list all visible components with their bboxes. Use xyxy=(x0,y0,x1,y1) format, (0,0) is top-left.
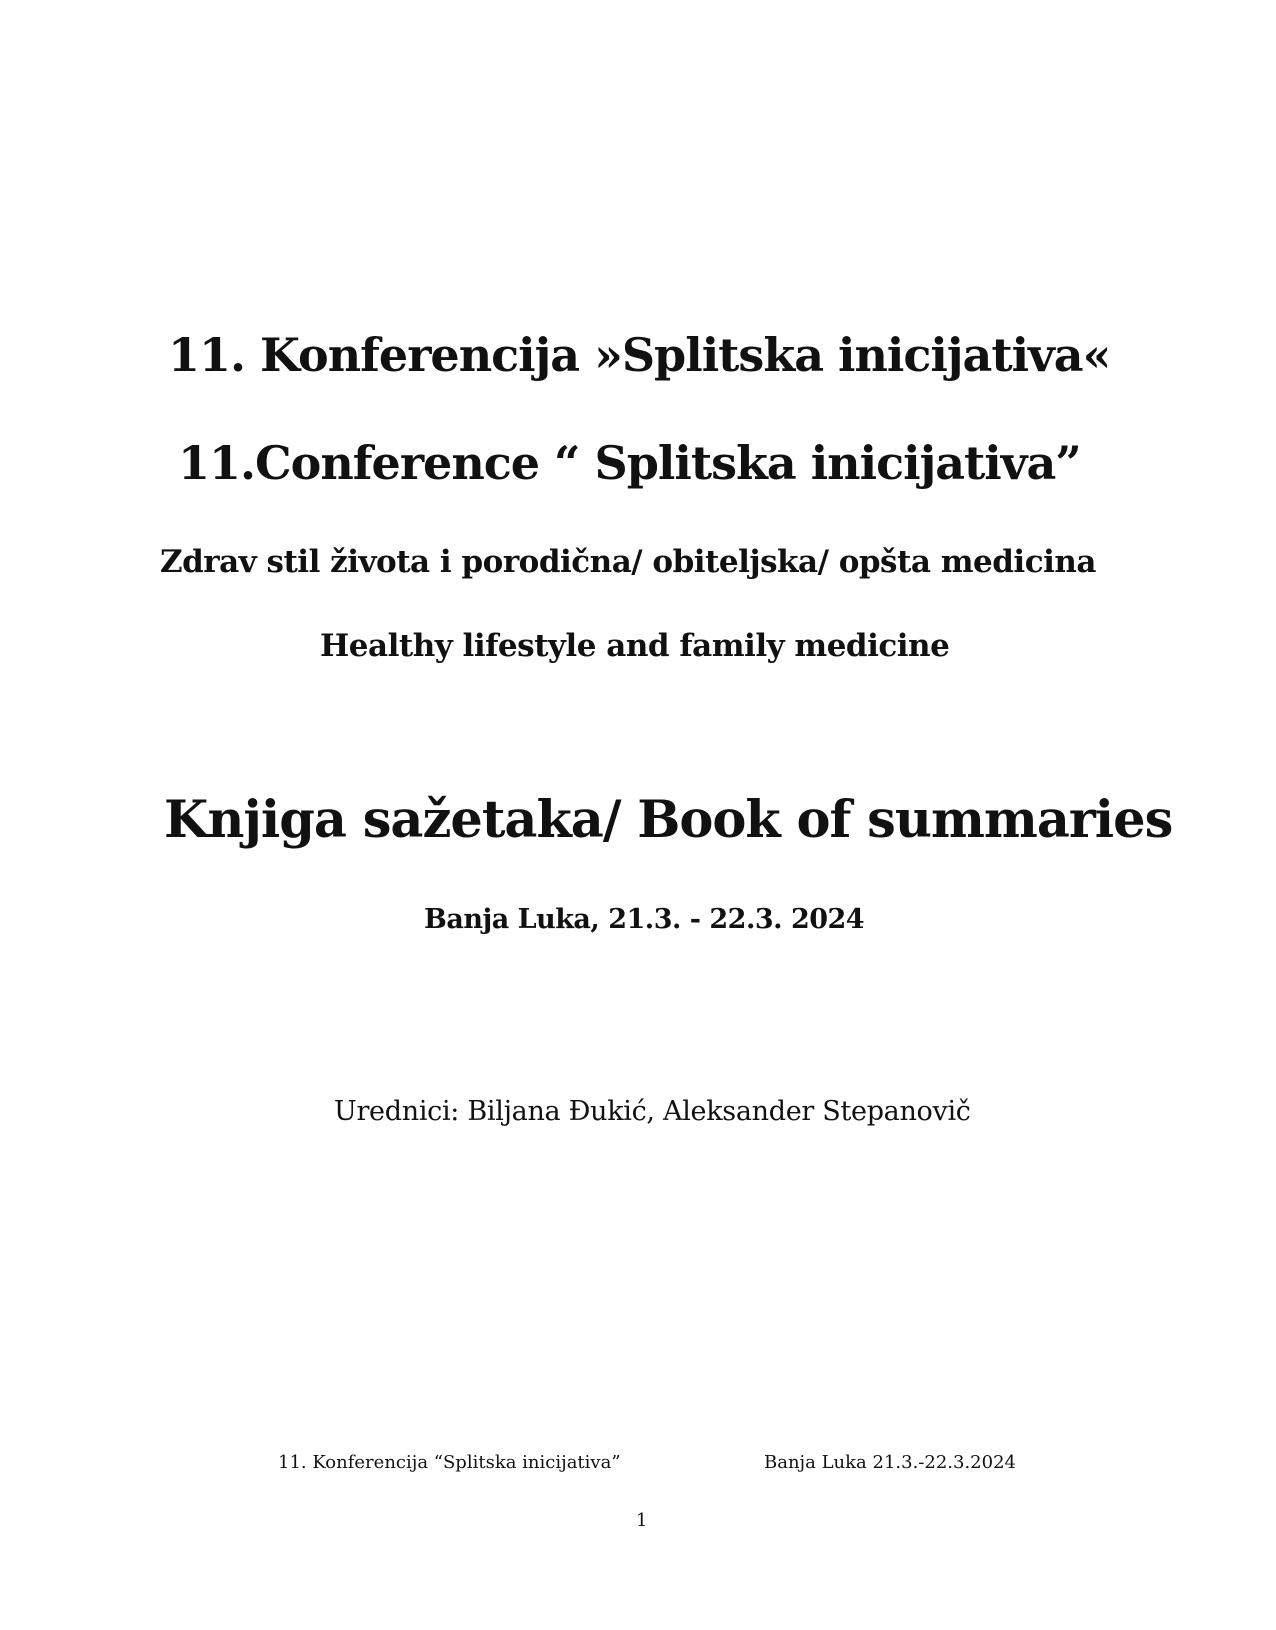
page-number: 1 xyxy=(636,1510,648,1531)
book-title: Knjiga sažetaka/ Book of summaries xyxy=(164,790,1173,850)
footer-right: Banja Luka 21.3.-22.3.2024 xyxy=(764,1452,1016,1473)
conference-subtitle-local: Zdrav stil života i porodična/ obiteljska/ opšta medicina xyxy=(160,544,1096,580)
location-dates: Banja Luka, 21.3. - 22.3. 2024 xyxy=(424,904,865,935)
conference-title-local: 11. Konferencija »Splitska inicijativa« xyxy=(168,328,1111,382)
conference-title-english: 11.Conference “ Splitska inicijativa” xyxy=(178,436,1081,490)
conference-subtitle-english: Healthy lifestyle and family medicine xyxy=(320,628,950,664)
footer-left: 11. Konferencija “Splitska inicijativa” xyxy=(278,1452,621,1473)
editors: Urednici: Biljana Đukić, Aleksander Stepanovič xyxy=(334,1096,971,1127)
